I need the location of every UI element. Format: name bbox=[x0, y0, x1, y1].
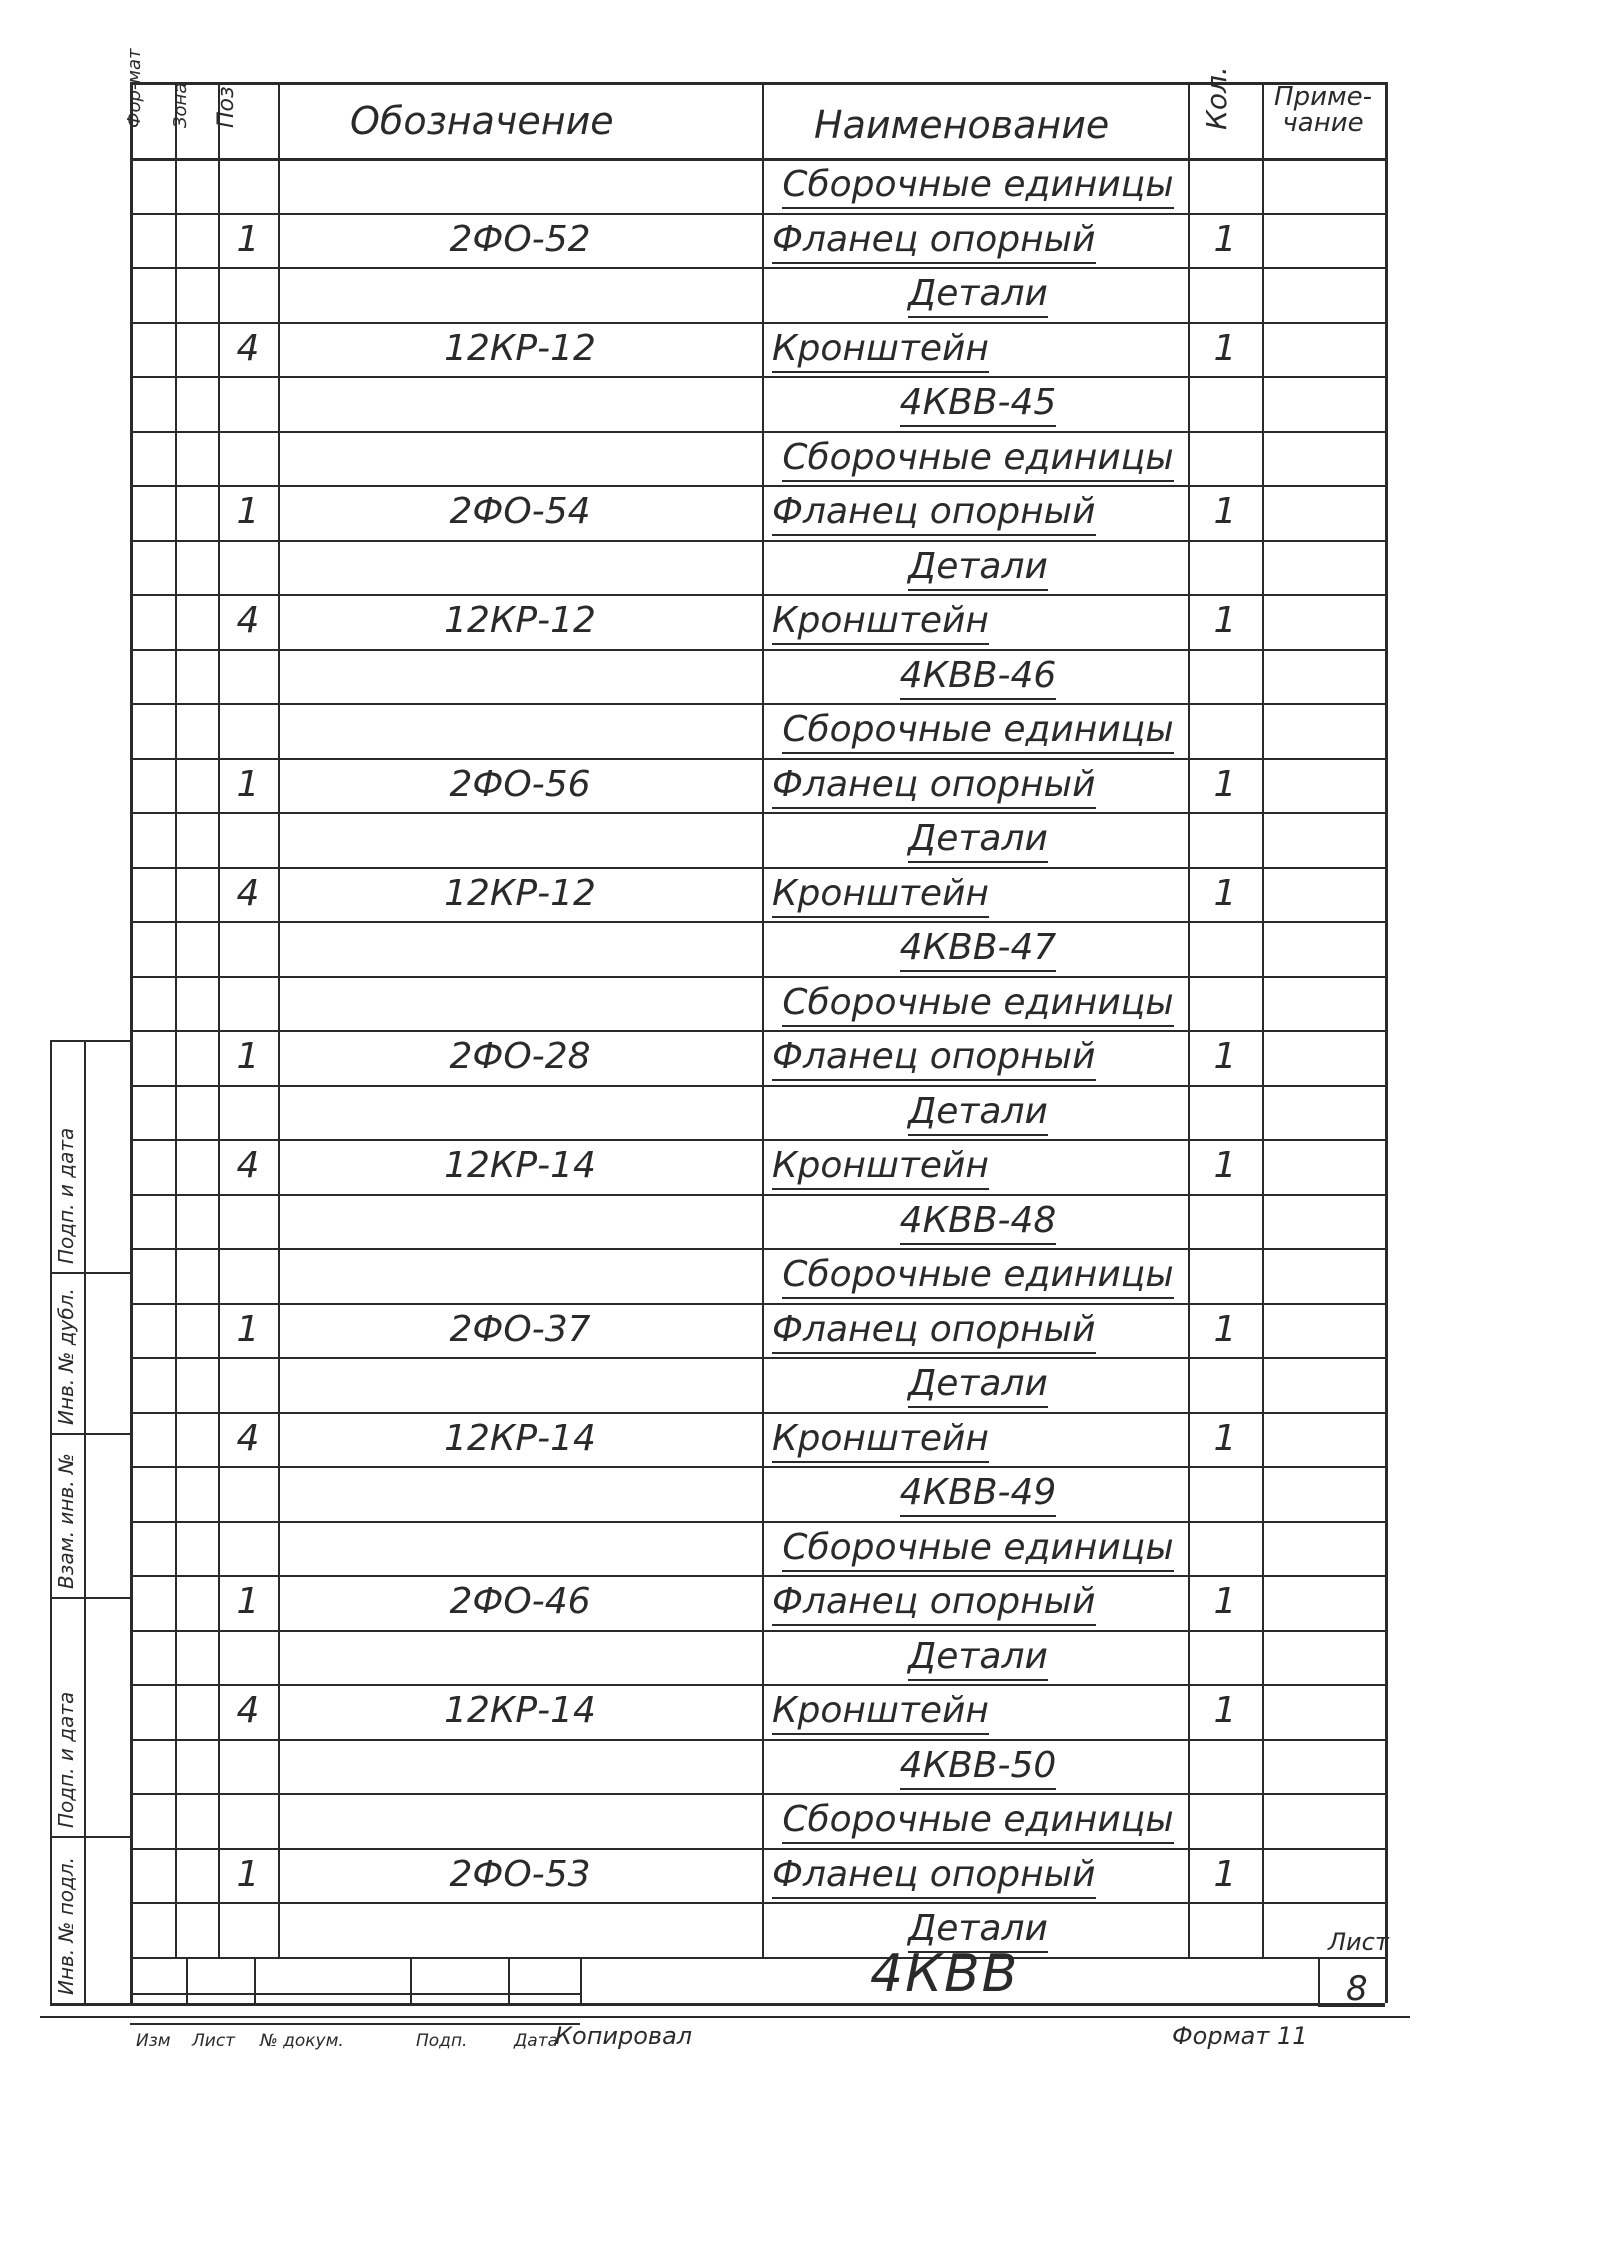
qty-cell: 1 bbox=[1213, 1581, 1237, 1622]
name-cell bbox=[772, 1308, 1184, 1350]
row-line bbox=[130, 1739, 1385, 1741]
sheet-label: Лист bbox=[1328, 1928, 1389, 1956]
designation-cell: 2ФО-52 bbox=[449, 218, 591, 260]
qty-cell: 1 bbox=[1213, 763, 1237, 805]
pos-cell: 4 bbox=[236, 1690, 260, 1731]
footer-rule bbox=[40, 2016, 1410, 2018]
name-text: Детали bbox=[908, 1636, 1048, 1681]
side-divider bbox=[50, 1836, 130, 1838]
pos-cell: 4 bbox=[236, 600, 260, 641]
pos-cell: 1 bbox=[236, 1036, 260, 1077]
name-text: Кронштейн bbox=[772, 1690, 989, 1735]
name-text: 4КВВ-48 bbox=[900, 1200, 1057, 1245]
row-line bbox=[130, 1412, 1385, 1414]
qty-cell: 1 bbox=[1213, 872, 1237, 914]
name-cell bbox=[772, 818, 1184, 859]
row-line bbox=[130, 1630, 1385, 1632]
name-text: Сборочные единицы bbox=[782, 709, 1173, 754]
name-cell bbox=[772, 1799, 1184, 1840]
designation-cell: 2ФО-56 bbox=[449, 763, 591, 805]
column-line bbox=[762, 82, 764, 1957]
name-cell bbox=[772, 1635, 1184, 1677]
name-text: Фланец опорный bbox=[772, 1309, 1096, 1354]
name-cell bbox=[772, 654, 1184, 696]
name-cell bbox=[772, 600, 1184, 641]
pos-cell: 1 bbox=[236, 218, 260, 260]
name-text: 4КВВ-47 bbox=[900, 927, 1057, 972]
name-cell bbox=[772, 327, 1184, 369]
row-line bbox=[130, 431, 1385, 433]
frame-left bbox=[130, 82, 133, 2003]
pos-cell: 1 bbox=[236, 763, 260, 805]
designation-cell: 2ФО-54 bbox=[449, 491, 591, 532]
frame-top bbox=[130, 82, 1385, 85]
name-text: Кронштейн bbox=[772, 873, 989, 918]
column-line bbox=[175, 82, 177, 1957]
name-cell bbox=[772, 1690, 1184, 1731]
row-line bbox=[130, 540, 1385, 542]
name-text: Детали bbox=[908, 1091, 1048, 1136]
name-text: Фланец опорный bbox=[772, 1036, 1096, 1081]
qty-cell: 1 bbox=[1213, 1853, 1237, 1895]
side-label: Инв. № дубл. bbox=[54, 1288, 78, 1425]
name-cell bbox=[772, 1472, 1184, 1513]
title-col-line bbox=[508, 1957, 510, 2004]
row-line bbox=[130, 867, 1385, 869]
name-cell bbox=[772, 981, 1184, 1023]
qty-cell: 1 bbox=[1213, 491, 1237, 532]
side-divider bbox=[50, 1597, 130, 1599]
name-text: Детали bbox=[908, 273, 1048, 318]
side-label: Подп. и дата bbox=[54, 1691, 78, 1828]
title-col-line bbox=[130, 1957, 132, 2004]
designation-cell: 2ФО-37 bbox=[449, 1308, 591, 1350]
qty-cell: 1 bbox=[1213, 1308, 1237, 1350]
name-text: Детали bbox=[908, 1908, 1048, 1953]
title-row-line bbox=[130, 2023, 580, 2025]
designation-cell: 2ФО-46 bbox=[449, 1581, 591, 1622]
document-code: 4КВВ bbox=[870, 1944, 1020, 2004]
name-cell bbox=[772, 763, 1184, 805]
row-line bbox=[130, 1194, 1385, 1196]
row-line bbox=[130, 1030, 1385, 1032]
title-col-line bbox=[410, 1957, 412, 2004]
row-line bbox=[130, 485, 1385, 487]
pos-cell: 4 bbox=[236, 327, 260, 369]
row-line bbox=[130, 1248, 1385, 1250]
row-line bbox=[130, 1684, 1385, 1686]
qty-cell: 1 bbox=[1213, 1036, 1237, 1077]
pos-cell: 1 bbox=[236, 1308, 260, 1350]
name-text: Фланец опорный bbox=[772, 1581, 1096, 1626]
row-line bbox=[130, 921, 1385, 923]
side-frame-inner bbox=[84, 1040, 86, 2003]
pos-cell: 1 bbox=[236, 1853, 260, 1895]
name-text: Кронштейн bbox=[772, 1145, 989, 1190]
name-text: Фланец опорный bbox=[772, 219, 1096, 264]
name-cell bbox=[772, 1254, 1184, 1295]
title-col-label: Лист bbox=[192, 2030, 236, 2051]
name-text: Сборочные единицы bbox=[782, 1527, 1173, 1572]
title-col-label: Подп. bbox=[416, 2030, 468, 2051]
row-line bbox=[130, 1357, 1385, 1359]
row-line bbox=[130, 1575, 1385, 1577]
name-text: Сборочные единицы bbox=[782, 1254, 1173, 1299]
name-cell bbox=[772, 872, 1184, 914]
designation-cell: 12КР-14 bbox=[444, 1145, 596, 1186]
name-cell bbox=[772, 491, 1184, 532]
name-text: 4КВВ-49 bbox=[900, 1472, 1057, 1517]
title-col-label: Дата bbox=[514, 2030, 559, 2051]
name-cell bbox=[772, 164, 1184, 205]
row-line bbox=[130, 1848, 1385, 1850]
side-frame-left bbox=[50, 1040, 52, 2003]
frame-right bbox=[1385, 82, 1388, 2003]
row-line bbox=[130, 213, 1385, 215]
name-cell bbox=[772, 1036, 1184, 1077]
sheet-number: 8 bbox=[1346, 1969, 1368, 2009]
name-text: 4КВВ-46 bbox=[900, 655, 1057, 700]
row-line bbox=[130, 812, 1385, 814]
name-text: 4КВВ-45 bbox=[900, 382, 1057, 427]
row-line bbox=[130, 703, 1385, 705]
row-line bbox=[130, 649, 1385, 651]
row-line bbox=[130, 758, 1385, 760]
pos-cell: 1 bbox=[236, 491, 260, 532]
designation-cell: 2ФО-28 bbox=[449, 1036, 591, 1077]
pos-cell: 4 bbox=[236, 872, 260, 914]
name-cell bbox=[772, 1363, 1184, 1404]
pos-cell: 4 bbox=[236, 1145, 260, 1186]
name-cell bbox=[772, 218, 1184, 260]
name-cell bbox=[772, 1744, 1184, 1786]
name-cell bbox=[772, 1199, 1184, 1241]
header-pos: Поз. bbox=[214, 79, 239, 128]
row-line bbox=[130, 1139, 1385, 1141]
name-text: Детали bbox=[908, 1363, 1048, 1408]
name-text: Кронштейн bbox=[772, 1418, 989, 1463]
column-line bbox=[1262, 82, 1264, 1957]
name-cell bbox=[772, 709, 1184, 750]
row-line bbox=[130, 376, 1385, 378]
name-cell bbox=[772, 1090, 1184, 1132]
row-line bbox=[130, 1957, 1385, 1959]
name-cell bbox=[772, 1145, 1184, 1186]
row-line bbox=[130, 1902, 1385, 1904]
row-line bbox=[130, 267, 1385, 269]
name-text: Кронштейн bbox=[772, 328, 989, 373]
side-frame-top bbox=[50, 1040, 130, 1042]
name-text: Детали bbox=[908, 546, 1048, 591]
side-divider bbox=[50, 1272, 130, 1274]
header-qty: Кол. bbox=[1200, 66, 1233, 130]
name-cell bbox=[772, 545, 1184, 587]
title-main-left bbox=[580, 1957, 582, 2004]
frame-bottom bbox=[50, 2003, 1385, 2006]
title-col-line bbox=[186, 1957, 188, 2004]
name-text: Сборочные единицы bbox=[782, 437, 1173, 482]
designation-cell: 12КР-14 bbox=[444, 1417, 596, 1459]
qty-cell: 1 bbox=[1213, 1690, 1237, 1731]
name-cell bbox=[772, 927, 1184, 968]
header-zone: Зона bbox=[170, 82, 191, 128]
name-cell bbox=[772, 382, 1184, 423]
name-text: Фланец опорный bbox=[772, 1854, 1096, 1899]
qty-cell: 1 bbox=[1213, 600, 1237, 641]
name-text: Детали bbox=[908, 818, 1048, 863]
designation-cell: 12КР-12 bbox=[444, 872, 596, 914]
row-line bbox=[130, 1303, 1385, 1305]
name-cell bbox=[772, 1853, 1184, 1895]
name-text: 4КВВ-50 bbox=[900, 1745, 1057, 1790]
side-label: Подп. и дата bbox=[54, 1127, 78, 1264]
name-text: Кронштейн bbox=[772, 600, 989, 645]
title-row-line bbox=[130, 1993, 580, 1995]
qty-cell: 1 bbox=[1213, 1145, 1237, 1186]
name-text: Фланец опорный bbox=[772, 491, 1096, 536]
name-cell bbox=[772, 273, 1184, 314]
row-line bbox=[130, 1466, 1385, 1468]
format-label: Формат 11 bbox=[1172, 2022, 1308, 2050]
title-col-line bbox=[254, 1957, 256, 2004]
side-divider bbox=[50, 1433, 130, 1435]
copied-by: Копировал bbox=[555, 2022, 693, 2050]
qty-cell: 1 bbox=[1213, 327, 1237, 369]
qty-cell: 1 bbox=[1213, 218, 1237, 260]
pos-cell: 1 bbox=[236, 1581, 260, 1622]
row-line bbox=[130, 1521, 1385, 1523]
header-divider bbox=[130, 158, 1385, 161]
row-line bbox=[130, 976, 1385, 978]
name-text: Сборочные единицы bbox=[782, 982, 1173, 1027]
header-designation: Обозначение bbox=[350, 99, 614, 143]
title-col-label: № докум. bbox=[260, 2030, 344, 2051]
row-line bbox=[130, 322, 1385, 324]
side-label: Взам. инв. № bbox=[54, 1453, 78, 1589]
designation-cell: 12КР-12 bbox=[444, 600, 596, 641]
name-cell bbox=[772, 1417, 1184, 1459]
row-line bbox=[130, 1793, 1385, 1795]
name-cell bbox=[772, 1526, 1184, 1568]
qty-cell: 1 bbox=[1213, 1417, 1237, 1459]
designation-cell: 12КР-12 bbox=[444, 327, 596, 369]
pos-cell: 4 bbox=[236, 1417, 260, 1459]
header-note: Приме-чание bbox=[1274, 82, 1372, 138]
designation-cell: 2ФО-53 bbox=[449, 1853, 591, 1895]
name-cell bbox=[772, 1908, 1184, 1949]
name-cell bbox=[772, 1581, 1184, 1622]
name-text: Сборочные единицы bbox=[782, 1799, 1173, 1844]
name-cell bbox=[772, 436, 1184, 478]
designation-cell: 12КР-14 bbox=[444, 1690, 596, 1731]
name-text: Сборочные единицы bbox=[782, 164, 1173, 209]
sheet-col-line bbox=[1318, 1957, 1320, 2004]
header-name: Наименование bbox=[814, 103, 1110, 147]
title-col-label: Изм bbox=[136, 2030, 171, 2051]
row-line bbox=[130, 594, 1385, 596]
side-label: Инв. № подл. bbox=[54, 1857, 78, 1995]
row-line bbox=[130, 1085, 1385, 1087]
header-format: Фор-мат bbox=[124, 48, 145, 128]
name-text: Фланец опорный bbox=[772, 764, 1096, 809]
